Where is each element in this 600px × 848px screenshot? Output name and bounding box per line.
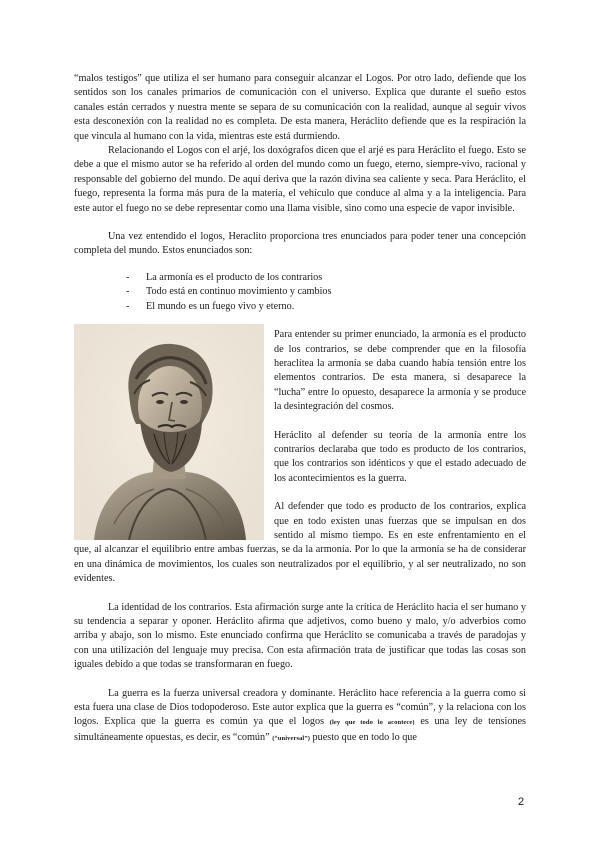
list-item-text: La armonía es el producto de los contrarios <box>146 271 323 283</box>
list-item-text: El mundo es un fuego vivo y eterno. <box>146 300 295 312</box>
bullet-marker: - <box>126 300 130 312</box>
inline-note-universal: (“universal”) <box>272 734 310 742</box>
statements-list <box>74 271 526 314</box>
list-item <box>126 285 526 299</box>
list-item <box>126 300 526 314</box>
paragraph-senses: “malos testigos” que utiliza el ser humano para conseguir alcanzar el Logos. Por otro lado, defiende que los sentidos son los canales primarios de comunicación con el universo. Explica que durante el sueño estos canales están cerrados y nuestra mente se separa de su comunicación con la realidad, aunque al seguir vivos esta desconexión con la realidad no es completa. De esta manera, Heráclito defiende que es la respiración la que vincula al humano con la vida, mientras este está durmiendo. <box>74 73 526 142</box>
paragraph-forces: Al defender que todo es producto de los contrarios, explica que en todo existen unas fuerzas que se impulsan en dos sentido al mismo tiempo. Es en este enfrentamiento en el que, al alcanzar el equilibrio entre ambas fuerzas, se da la armonía. Por lo que la armonía se ha de considerar en una dinámica de movimientos, los cuales son neutralizados por el equilibrio, y al ser neutralizado, no son evidentes. <box>74 501 526 585</box>
inline-note-law: (ley que todo lo acontece) <box>329 719 415 727</box>
document-body <box>74 72 526 746</box>
paragraph-identity: La identidad de los contrarios. Esta afirmación surge ante la crítica de Heráclito hacia el ser humano y su tendencia a separar y oponer. Heráclito afirma que adjetivos, como bueno y malo, y/o adverbios como arriba y abajo, son lo mismo. Este enunciado confirma que Heráclito se comunicaba a través de paradojas y con una utilización del lenguaje muy precisa. Con esta afirmación trata de justificar que todas las cosas son iguales debido a que todas se transformaran en fuego. <box>74 601 526 671</box>
list-item-text: Todo está en continuo movimiento y cambios <box>146 286 332 298</box>
bullet-marker: - <box>126 286 130 298</box>
page-number: 2 <box>518 796 525 808</box>
paragraph-three-statements: Una vez entendido el logos, Heraclito proporciona tres enunciados para poder tener una concepción completa del mundo. Estos enunciados son: <box>74 231 526 257</box>
paragraph-war <box>74 687 526 747</box>
heraclitus-engraving-portrait-icon <box>74 324 264 540</box>
paragraph-war-part-1: La guerra es la fuerza universal creadora y dominante. Heráclito hace referencia a la guerra como si esta fuera una clase de Dios todopoderoso. Este autor explica que la guerra es “común”, y la relaciona con los logos. Explica que la guerra es común ya que el logos <box>74 687 526 728</box>
heraclitus-portrait <box>74 324 264 540</box>
list-item <box>126 271 526 285</box>
paragraph-contraries: Heráclito al defender su teoría de la armonía entre los contrarios declaraba que todo es producto de los contrarios, que los contrarios son idénticos y que el estado adecuado de los acontecimientos es la guerra. <box>274 429 526 484</box>
paragraph-harmony: Para entender su primer enunciado, la armonía es el producto de los contrarios, se debe comprender que en la filosofía heraclítea la armonía se daba cuando había tensión entre los elementos contrarios. De esta manera, si desaparece la “lucha” entre lo opuesto, desaparece la armonía y se produce la desintegración del cosmos. <box>274 329 526 413</box>
paragraph-fire-arje: Relacionando el Logos con el arjé, los doxógrafos dicen que el arjé es para Heráclito el fuego. Esto se debe a que el mismo autor se ha referido al orden del mundo como un fuego, eterno, siempre-vivo, racional y responsable del gobierno del mundo. De aquí deriva que la razón divina sea caliente y seca. Para Heráclito, el fuego, representa la forma más pura de la materia, el vehículo que conduce al alma y a la inteligencia. Para este autor el fuego no se debe representar como una llama visible, sino como una especie de vapor invisible. <box>74 145 526 214</box>
paragraph-war-part-2: es una ley de tensiones simultáneamente opuestas, es decir, es “común” <box>74 716 527 743</box>
paragraph-war-part-3: puesto que en todo lo que <box>312 731 417 743</box>
bullet-marker: - <box>126 271 130 283</box>
